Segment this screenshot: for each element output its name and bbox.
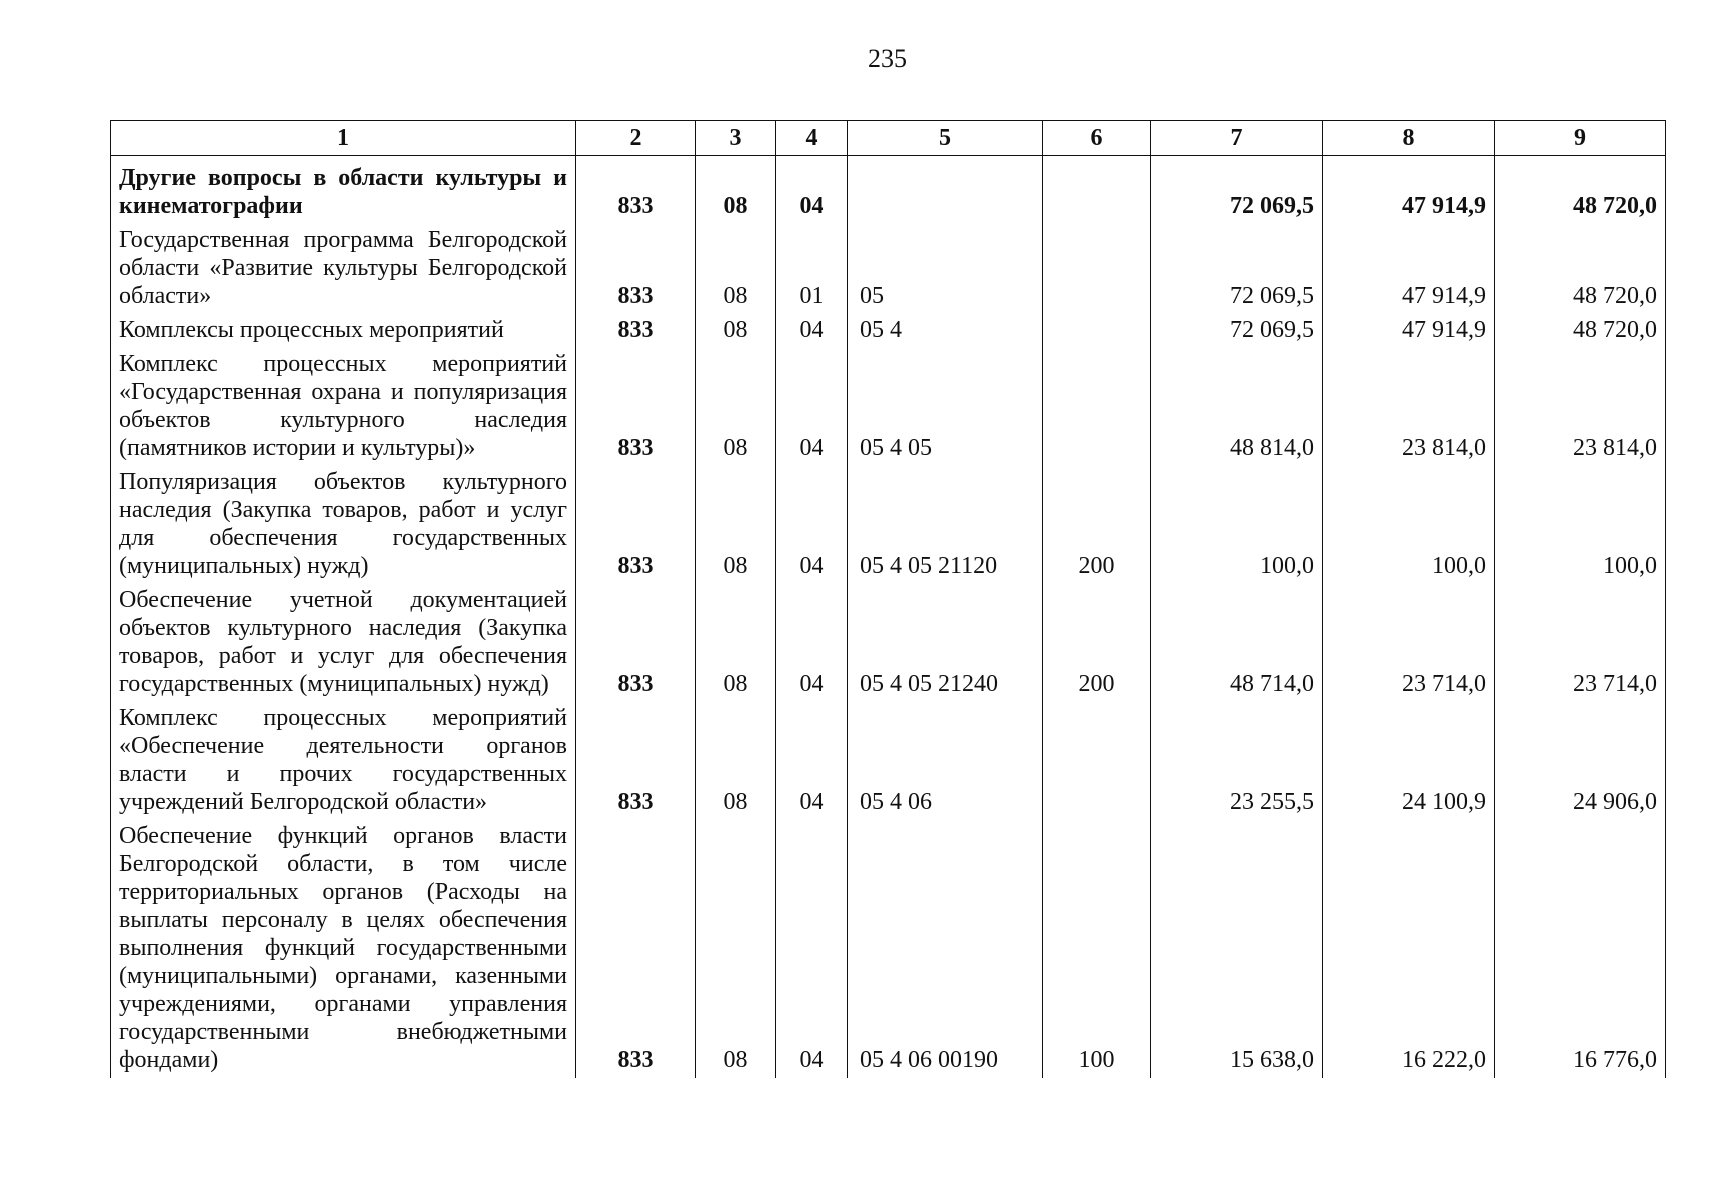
section-code-cell: 08	[696, 584, 776, 702]
section-code-cell: 08	[696, 314, 776, 348]
section-code-cell: 08	[696, 466, 776, 584]
admin-code-cell: 833	[576, 156, 696, 225]
amount-year1-cell: 100,0	[1151, 466, 1323, 584]
section-code-cell: 08	[696, 156, 776, 225]
table-row	[111, 156, 1666, 225]
column-header: 7	[1151, 121, 1323, 156]
admin-code-cell: 833	[576, 584, 696, 702]
subsection-code-cell: 04	[776, 466, 848, 584]
column-header: 6	[1043, 121, 1151, 156]
page-number: 235	[868, 44, 907, 73]
row-name-cell: Популяризация объектов культурного наследия (Закупка товаров, работ и услуг для обеспечения государственных (муниципальных) нужд)	[111, 466, 576, 584]
section-code-cell: 08	[696, 224, 776, 314]
expense-type-cell: 100	[1043, 820, 1151, 1078]
expense-type-cell	[1043, 314, 1151, 348]
table-row	[111, 314, 1666, 348]
target-code-cell	[848, 156, 1043, 225]
column-header: 8	[1323, 121, 1495, 156]
expense-type-cell	[1043, 224, 1151, 314]
expense-type-cell: 200	[1043, 466, 1151, 584]
amount-year1-cell: 15 638,0	[1151, 820, 1323, 1078]
column-header: 9	[1495, 121, 1666, 156]
amount-year2-cell: 47 914,9	[1323, 224, 1495, 314]
amount-year3-cell: 100,0	[1495, 466, 1666, 584]
row-name-cell: Комплекс процессных мероприятий «Государственная охрана и популяризация объектов культурного наследия (памятников истории и культуры)»	[111, 348, 576, 466]
row-name-cell: Обеспечение учетной документацией объектов культурного наследия (Закупка товаров, работ и услуг для обеспечения государственных (муниципальных) нужд)	[111, 584, 576, 702]
table-row	[111, 584, 1666, 702]
amount-year3-cell: 48 720,0	[1495, 156, 1666, 225]
target-code-cell: 05 4 05 21240	[848, 584, 1043, 702]
table-row	[111, 702, 1666, 820]
subsection-code-cell: 01	[776, 224, 848, 314]
amount-year2-cell: 23 714,0	[1323, 584, 1495, 702]
admin-code-cell: 833	[576, 224, 696, 314]
amount-year1-cell: 72 069,5	[1151, 314, 1323, 348]
row-name-cell: Государственная программа Белгородской области «Развитие культуры Белгородской области»	[111, 224, 576, 314]
row-name-cell: Другие вопросы в области культуры и кинематографии	[111, 156, 576, 225]
table-row	[111, 466, 1666, 584]
target-code-cell: 05 4 06	[848, 702, 1043, 820]
amount-year2-cell: 16 222,0	[1323, 820, 1495, 1078]
subsection-code-cell: 04	[776, 584, 848, 702]
column-header: 2	[576, 121, 696, 156]
subsection-code-cell: 04	[776, 314, 848, 348]
amount-year3-cell: 48 720,0	[1495, 224, 1666, 314]
amount-year1-cell: 48 714,0	[1151, 584, 1323, 702]
amount-year1-cell: 23 255,5	[1151, 702, 1323, 820]
subsection-code-cell: 04	[776, 820, 848, 1078]
amount-year3-cell: 48 720,0	[1495, 314, 1666, 348]
column-header: 3	[696, 121, 776, 156]
amount-year2-cell: 47 914,9	[1323, 156, 1495, 225]
row-name-cell: Комплекс процессных мероприятий «Обеспечение деятельности органов власти и прочих государственных учреждений Белгородской области»	[111, 702, 576, 820]
target-code-cell: 05	[848, 224, 1043, 314]
target-code-cell: 05 4 05	[848, 348, 1043, 466]
section-code-cell: 08	[696, 702, 776, 820]
amount-year3-cell: 23 714,0	[1495, 584, 1666, 702]
amount-year2-cell: 47 914,9	[1323, 314, 1495, 348]
admin-code-cell: 833	[576, 702, 696, 820]
column-header: 4	[776, 121, 848, 156]
amount-year3-cell: 23 814,0	[1495, 348, 1666, 466]
amount-year1-cell: 72 069,5	[1151, 224, 1323, 314]
target-code-cell: 05 4	[848, 314, 1043, 348]
admin-code-cell: 833	[576, 466, 696, 584]
amount-year1-cell: 72 069,5	[1151, 156, 1323, 225]
table-header-row	[111, 121, 1666, 156]
amount-year1-cell: 48 814,0	[1151, 348, 1323, 466]
section-code-cell: 08	[696, 820, 776, 1078]
subsection-code-cell: 04	[776, 702, 848, 820]
target-code-cell: 05 4 06 00190	[848, 820, 1043, 1078]
column-header: 5	[848, 121, 1043, 156]
table-row	[111, 348, 1666, 466]
target-code-cell: 05 4 05 21120	[848, 466, 1043, 584]
amount-year3-cell: 16 776,0	[1495, 820, 1666, 1078]
amount-year2-cell: 100,0	[1323, 466, 1495, 584]
row-name-cell: Обеспечение функций органов власти Белгородской области, в том числе территориальных органов (Расходы на выплаты персоналу в целях обеспечения выполнения функций государственными (муниципальными) органами, казенными учреждениями, органами управления государственными внебюджетными фондами)	[111, 820, 576, 1078]
table-row	[111, 820, 1666, 1078]
expense-type-cell	[1043, 348, 1151, 466]
subsection-code-cell: 04	[776, 156, 848, 225]
table-row	[111, 224, 1666, 314]
amount-year2-cell: 23 814,0	[1323, 348, 1495, 466]
subsection-code-cell: 04	[776, 348, 848, 466]
section-code-cell: 08	[696, 348, 776, 466]
expense-type-cell: 200	[1043, 584, 1151, 702]
table-body	[111, 156, 1666, 1079]
budget-table	[110, 120, 1666, 1078]
admin-code-cell: 833	[576, 314, 696, 348]
admin-code-cell: 833	[576, 348, 696, 466]
amount-year2-cell: 24 100,9	[1323, 702, 1495, 820]
expense-type-cell	[1043, 702, 1151, 820]
row-name-cell: Комплексы процессных мероприятий	[111, 314, 576, 348]
admin-code-cell: 833	[576, 820, 696, 1078]
amount-year3-cell: 24 906,0	[1495, 702, 1666, 820]
column-header: 1	[111, 121, 576, 156]
expense-type-cell	[1043, 156, 1151, 225]
